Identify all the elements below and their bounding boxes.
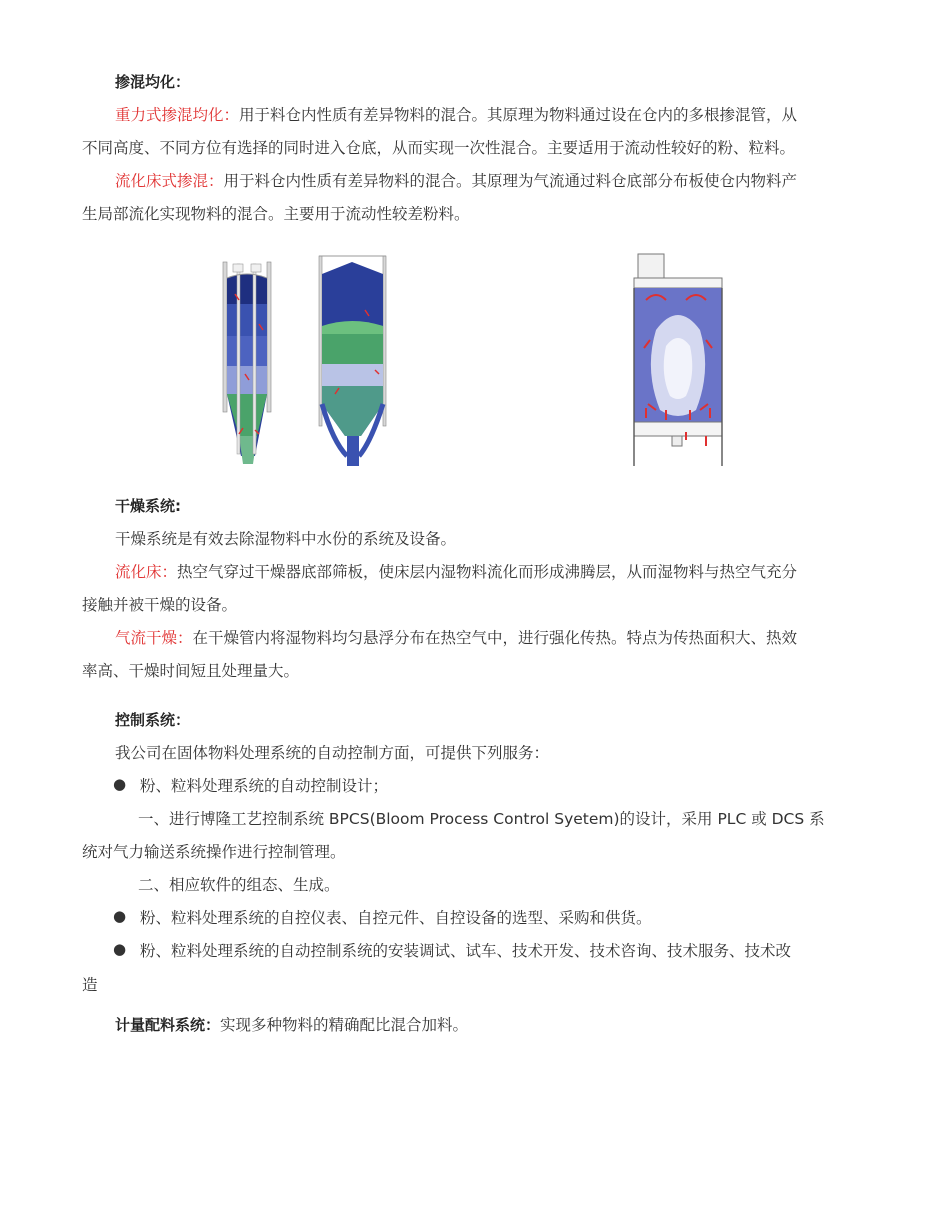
gravity-mixing-line-1: 用于料仓内性质有差异物料的混合。其原理为物料通过设在仓内的多根掺混管，从 bbox=[239, 106, 798, 124]
flash-drying-paragraph bbox=[115, 627, 842, 649]
fluidized-bed-silo-figure bbox=[626, 250, 732, 470]
gravity-mixing-line-2: 不同高度、不同方位有选择的同时进入仓底，从而实现一次性混合。主要适用于流动性较好的粉、粒料。 bbox=[82, 139, 796, 157]
mixing-heading: 掺混均化： bbox=[115, 73, 191, 91]
fluid-mixing-line-1: 用于料仓内性质有差异物料的混合。其原理为气流通过料仓底部分布板使仓内物料产 bbox=[223, 172, 798, 190]
flash-drying-term: 气流干燥： bbox=[115, 629, 193, 647]
bullet-2-icon: ● bbox=[113, 907, 127, 925]
control-bullet-3-line-2: 造 bbox=[82, 976, 98, 994]
bullet-1-icon: ● bbox=[113, 775, 127, 793]
fluid-mixing-term: 流化床式掺混： bbox=[115, 172, 224, 190]
fluid-mixing-line-2: 生局部流化实现物料的混合。主要用于流动性较差粉料。 bbox=[82, 205, 470, 223]
control-bullet-2: 粉、粒料处理系统的自控仪表、自控元件、自控设备的选型、采购和供货。 bbox=[140, 909, 652, 927]
fluid-mixing-paragraph bbox=[115, 170, 842, 192]
bullet-3-icon: ● bbox=[113, 940, 127, 958]
drying-heading: 干燥系统: bbox=[115, 497, 181, 515]
left-silo-image bbox=[223, 262, 271, 464]
dosing-heading: 计量配料系统： bbox=[115, 1016, 221, 1034]
drying-intro: 干燥系统是有效去除湿物料中水份的系统及设备。 bbox=[115, 530, 457, 548]
flash-drying-line-2: 率高、干燥时间短且处理量大。 bbox=[82, 662, 300, 680]
fluid-bed-term: 流化床： bbox=[115, 563, 178, 581]
gravity-mixing-paragraph bbox=[115, 104, 842, 126]
gravity-mixing-silos-figure bbox=[215, 244, 395, 476]
control-sub-1-line-2: 统对气力输送系统操作进行控制管理。 bbox=[82, 843, 346, 861]
dosing-text: 实现多种物料的精确配比混合加料。 bbox=[220, 1016, 469, 1034]
dosing-paragraph bbox=[115, 1014, 842, 1036]
control-intro: 我公司在固体物料处理系统的自动控制方面，可提供下列服务： bbox=[115, 744, 550, 762]
control-heading: 控制系统： bbox=[115, 711, 191, 729]
control-bullet-3-line-1: 粉、粒料处理系统的自动控制系统的安装调试、试车、技术开发、技术咨询、技术服务、技术改 bbox=[140, 942, 792, 960]
fluid-bed-paragraph bbox=[115, 561, 842, 583]
right-silo-image bbox=[319, 256, 386, 466]
flash-drying-line-1: 在干燥管内将湿物料均匀悬浮分布在热空气中，进行强化传热。特点为传热面积大、热效 bbox=[192, 629, 798, 647]
fluid-bed-line-2: 接触并被干燥的设备。 bbox=[82, 596, 238, 614]
control-sub-1-line-1: 一、进行博隆工艺控制系统 BPCS(Bloom Process Control Syetem)的设计，采用 PLC 或 DCS 系 bbox=[138, 810, 825, 828]
control-sub-2: 二、相应软件的组态、生成。 bbox=[138, 876, 340, 894]
control-bullet-1: 粉、粒料处理系统的自动控制设计； bbox=[140, 777, 389, 795]
fluid-bed-line-1: 热空气穿过干燥器底部筛板，使床层内湿物料流化而形成沸腾层，从而湿物料与热空气充分 bbox=[177, 563, 798, 581]
gravity-mixing-term: 重力式掺混均化： bbox=[115, 106, 240, 124]
